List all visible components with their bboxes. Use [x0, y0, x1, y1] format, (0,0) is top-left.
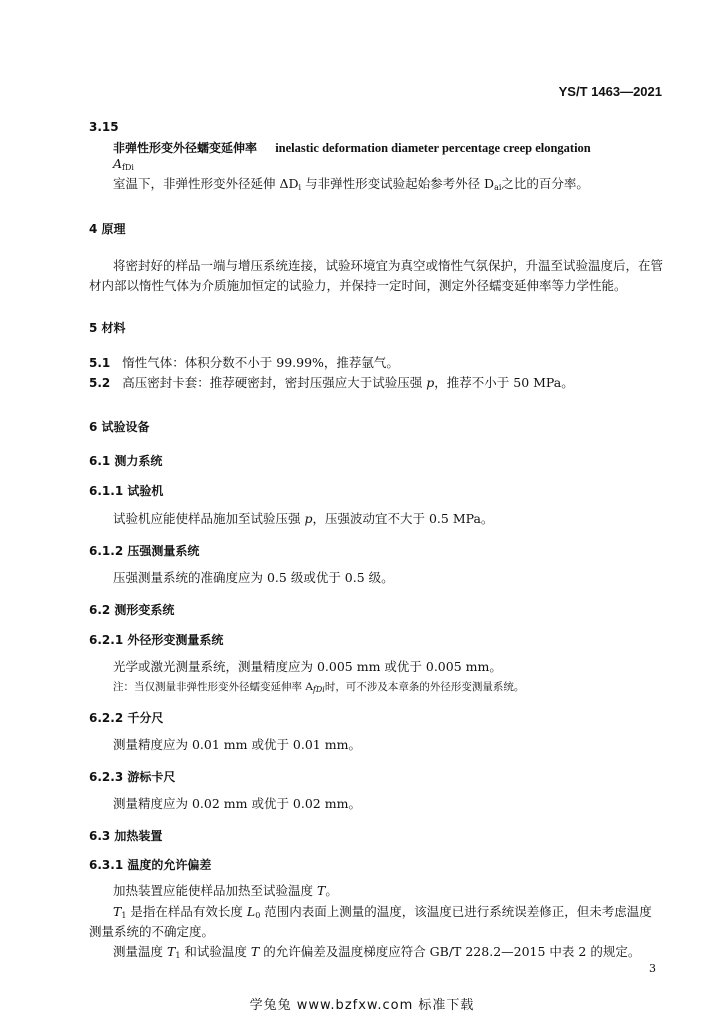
heading-6-2: 6.2 测形变系统: [89, 603, 175, 617]
clause-number-3-15: 3.15: [89, 120, 119, 134]
heading-6-1-1: 6.1.1 试验机: [89, 484, 164, 498]
heading-6-3: 6.3 加热装置: [89, 829, 163, 843]
para-6-3-1: 加热装置应能使样品加热至试验温度 T。: [113, 883, 338, 898]
para-temp-tolerance: 测量温度 $T_1$ 和试验温度 T 的允许偏差及温度梯度应符合 GB/T 228.2—2015 中表 2 的规定。: [113, 944, 641, 960]
section-6-heading: 6 试验设备: [89, 420, 150, 434]
heading-6-3-1: 6.3.1 温度的允许偏差: [89, 858, 212, 872]
para-t1-line-2: 测量系统的不确定度。: [89, 924, 215, 939]
item-5-1: 5.1 惰性气体：体积分数不小于 99.99%，推荐氩气。: [89, 355, 399, 370]
term-symbol: $A_{fDi}$: [113, 156, 134, 172]
standard-number: YS/T 1463—2021: [558, 84, 662, 99]
footer-watermark: 学兔兔 www.bzfxw.com 标准下载: [249, 998, 475, 1013]
section-4-heading: 4 原理: [89, 222, 126, 236]
page-number: 3: [649, 962, 656, 975]
para-6-1-2: 压强测量系统的准确度应为 0.5 级或优于 0.5 级。: [113, 570, 394, 585]
note-6-2-1: 注：当仅测量非弹性形变外径蠕变延伸率 $A_{fDi}$时，可不涉及本章条的外径形变测量系统。: [113, 681, 525, 694]
heading-6-2-1: 6.2.1 外径形变测量系统: [89, 633, 224, 647]
para-6-2-2: 测量精度应为 0.01 mm 或优于 0.01 mm。: [113, 737, 361, 752]
para-t1-line-1: $T_1$ 是指在样品有效长度 $L_0$ 范围内表面上测量的温度，该温度已进行系统误差修正，但未考虑温度: [113, 904, 652, 920]
term-chinese: 非弹性形变外径蠕变延伸率: [113, 141, 258, 155]
heading-6-1: 6.1 测力系统: [89, 454, 163, 468]
para-6-2-3: 测量精度应为 0.02 mm 或优于 0.02 mm。: [113, 796, 361, 811]
principle-line-1: 将密封好的样品一端与增压系统连接，试验环境宜为真空或惰性气氛保护，升温至试验温度后，在管: [113, 258, 664, 273]
term-definition: 室温下，非弹性形变外径延伸 $\Delta D_i$ 与非弹性形变试验起始参考外径 $D_{ai}$之比的百分率。: [113, 176, 589, 192]
heading-6-2-2: 6.2.2 千分尺: [89, 711, 164, 725]
item-5-2: 5.2 高压密封卡套：推荐硬密封，密封压强应大于试验压强 p，推荐不小于 50 MPa。: [89, 375, 574, 390]
para-6-1-1: 试验机应能使样品施加至试验压强 p，压强波动宜不大于 0.5 MPa。: [113, 511, 494, 526]
heading-6-1-2: 6.1.2 压强测量系统: [89, 544, 200, 558]
para-6-2-1: 光学或激光测量系统，测量精度应为 0.005 mm 或优于 0.005 mm。: [113, 659, 502, 674]
heading-6-2-3: 6.2.3 游标卡尺: [89, 770, 176, 784]
section-5-heading: 5 材料: [89, 321, 126, 335]
term-heading: [113, 139, 591, 156]
term-english: inelastic deformation diameter percentage creep elongation: [275, 141, 591, 155]
principle-line-2: 材内部以惰性气体为介质施加恒定的试验力，并保持一定时间，测定外径蠕变延伸率等力学性能。: [89, 278, 627, 293]
